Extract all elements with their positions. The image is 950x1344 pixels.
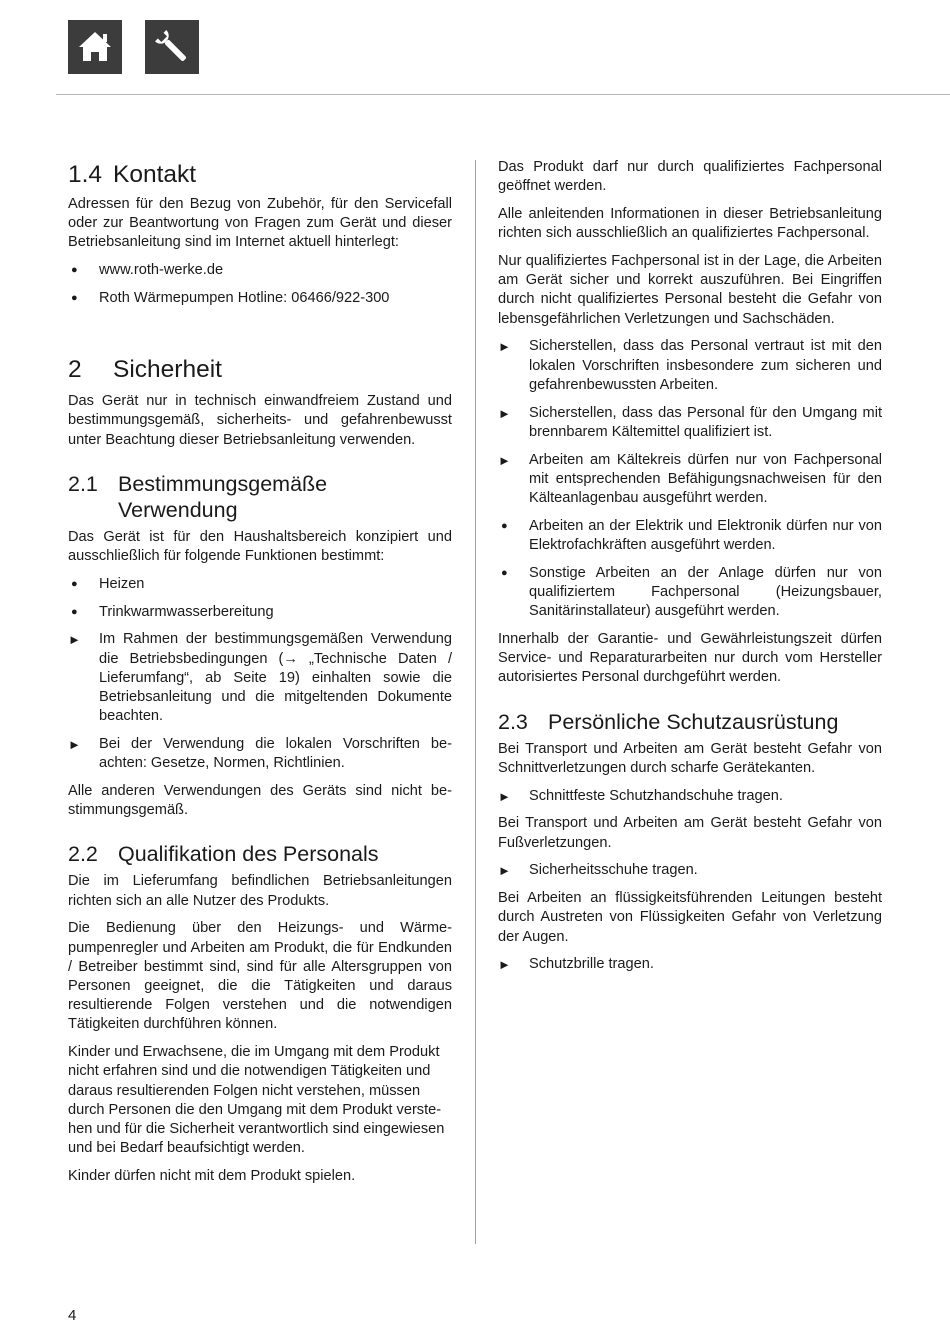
- paragraph: Kinder dürfen nicht mit dem Produkt spielen.: [68, 1168, 356, 1185]
- header-divider: [56, 94, 950, 95]
- paragraph: Das Gerät ist für den Haushaltsbereich konzipiert und ausschließlich für folgende Funktionen bestimmt:: [68, 528, 452, 565]
- instruction-item: ► Schutzbrille tragen.: [498, 955, 882, 974]
- paragraph: Nur qualifiziertes Fachpersonal ist in der Lage, die Arbeiten am Gerät sicher und korrekt auszuführen. Bei Eingriffen durch nicht qualifiziertes Personal besteht die Gefahr von lebensgefährlichen Verletzungen und Sachschäden.: [498, 253, 882, 327]
- paragraph: Das Gerät nur in technisch einwandfreiem Zustand und bestimmungsgemäß, sicherheits- und gefahrenbewusst unter Beachtung dieser Betriebsanleitung verwenden.: [68, 393, 452, 448]
- left-column: [68, 160, 452, 1195]
- bullet-list: [68, 575, 452, 774]
- list-item: ● Arbeiten an der Elektrik und Elektronik dürfen nur von Elektrofachkräften ausgeführt werden.: [498, 517, 882, 555]
- section-schutzausruestung: [498, 709, 882, 975]
- paragraph: Das Produkt darf nur durch qualifiziertes Fachpersonal geöffnet werden.: [498, 159, 882, 195]
- paragraph: Die Bedienung über den Heizungs- und Wärmepumpenregler und Arbeiten am Produkt, die für Endkunden / Betreiber bestimmt sind, sind für alle Altersgruppen von Personen geeignet, die die Tätigkeiten und daraus resultierende Folgen verstehen und die notwendigen Tätigkeiten durchführen können.: [68, 920, 452, 1033]
- instruction-item: ► Schnittfeste Schutzhandschuhe tragen.: [498, 787, 882, 806]
- paragraph: Innerhalb der Garantie- und Gewährleistungszeit dürfen Service- und Reparaturarbeiten nur durch vom Hersteller autorisiertes Personal durchgeführt werden.: [498, 631, 882, 686]
- paragraph: Kinder und Erwachsene, die im Umgang mit dem Produkt nicht erfahren sind und die notwendigen Tätigkeiten und daraus resultierenden Folgen nicht verstehen, müssen durch Personen die den Umgang mit dem Produkt verstehen und für die Sicherheit verantwortlich sind eingewiesen und bei Bedarf beaufsichtigt werden.: [68, 1044, 445, 1157]
- list-item: ● Trinkwarmwasserbereitung: [68, 603, 452, 622]
- instruction-list: [498, 787, 882, 806]
- section-heading: 2.3 Persönliche Schutzausrüstung: [498, 709, 839, 734]
- section-heading: 2.1 Bestimmungsgemäße Verwendung: [68, 471, 328, 522]
- list-item: ● Roth Wärmepumpen Hotline: 06466/922-300: [68, 289, 452, 308]
- bullet-list: [68, 261, 452, 308]
- instruction-item: ► Sicherstellen, dass das Personal für den Umgang mit brennbarem Kältemittel qualifiziert ist.: [498, 404, 882, 442]
- section-heading: 2.2 Qualifikation des Personals: [68, 842, 379, 867]
- instruction-list: [498, 337, 882, 621]
- paragraph: Alle anleitenden Informationen in dieser Betriebsanleitung richten sich ausschließlich an qualifiziertes Fachpersonal.: [498, 206, 882, 242]
- list-item: ● Sonstige Arbeiten an der Anlage dürfen nur von qualifiziertem Fachpersonal (Heizungsbauer, Sanitärinstallateur) ausgeführt werden.: [498, 564, 882, 622]
- right-column: [498, 158, 882, 983]
- section-heading: 2 Sicherheit: [68, 356, 222, 384]
- section-qualifikation: [68, 841, 452, 1186]
- instruction-list: [498, 861, 882, 880]
- instruction-item: ► Arbeiten am Kältekreis dürfen nur von Fachpersonal mit entsprechenden Befähigungsnachweisen für den Kälteanlagenbau ausgeführt werden.: [498, 451, 882, 509]
- instruction-item: ► Sicherheitsschuhe tragen.: [498, 861, 882, 880]
- paragraph: Adressen für den Bezug von Zubehör, für den Servicefall oder zur Beantwortung von Fragen zum Gerät und dieser Betriebsanleitung sind im Internet aktuell hinterlegt:: [68, 196, 452, 251]
- instruction-item: ► Sicherstellen, dass das Personal vertraut ist mit den lokalen Vorschriften insbesondere zum sicheren und gefahrenbewussten Arbeiten.: [498, 337, 882, 395]
- home-icon: [68, 20, 122, 74]
- tools-button[interactable]: [145, 20, 199, 74]
- section-bestimmungsgemaesse-verwendung: [68, 471, 452, 821]
- paragraph: Bei Arbeiten an flüssigkeitsführenden Leitungen besteht durch Austreten von Flüssigkeiten Gefahr von Verletzung der Augen.: [498, 890, 882, 945]
- paragraph: Die im Lieferumfang befindlichen Betriebsanleitungen richten sich an alle Nutzer des Produkts.: [68, 873, 452, 909]
- instruction-list: [498, 955, 882, 974]
- paragraph: Alle anderen Verwendungen des Geräts sind nicht bestimmungsgemäß.: [68, 783, 452, 819]
- paragraph: Bei Transport und Arbeiten am Gerät besteht Gefahr von Fußverletzungen.: [498, 815, 882, 851]
- wrench-icon: [145, 20, 199, 74]
- section-heading: 1.4 Kontakt: [68, 161, 197, 188]
- instruction-item: ► Im Rahmen der bestimmungsgemäßen Verwendung die Betriebsbedingungen (→ „Technische Daten / Lieferumfang“, ab Seite 19) einhalten sowie die Betriebsanleitung und die mitgeltenden Dokumente beachten.: [68, 630, 452, 726]
- instruction-item: ► Bei der Verwendung die lokalen Vorschriften beachten: Gesetze, Normen, Richtlinien.: [68, 735, 452, 773]
- section-kontakt: [68, 160, 452, 308]
- list-item: ● Heizen: [68, 575, 452, 594]
- column-divider: [475, 160, 476, 1244]
- section-sicherheit: [68, 355, 452, 450]
- paragraph: Bei Transport und Arbeiten am Gerät besteht Gefahr von Schnittverletzungen durch scharfe Gerätekanten.: [498, 740, 882, 776]
- page-number: 4: [68, 1307, 77, 1324]
- home-button[interactable]: [68, 20, 122, 74]
- list-item: ● www.roth-werke.de: [68, 261, 452, 280]
